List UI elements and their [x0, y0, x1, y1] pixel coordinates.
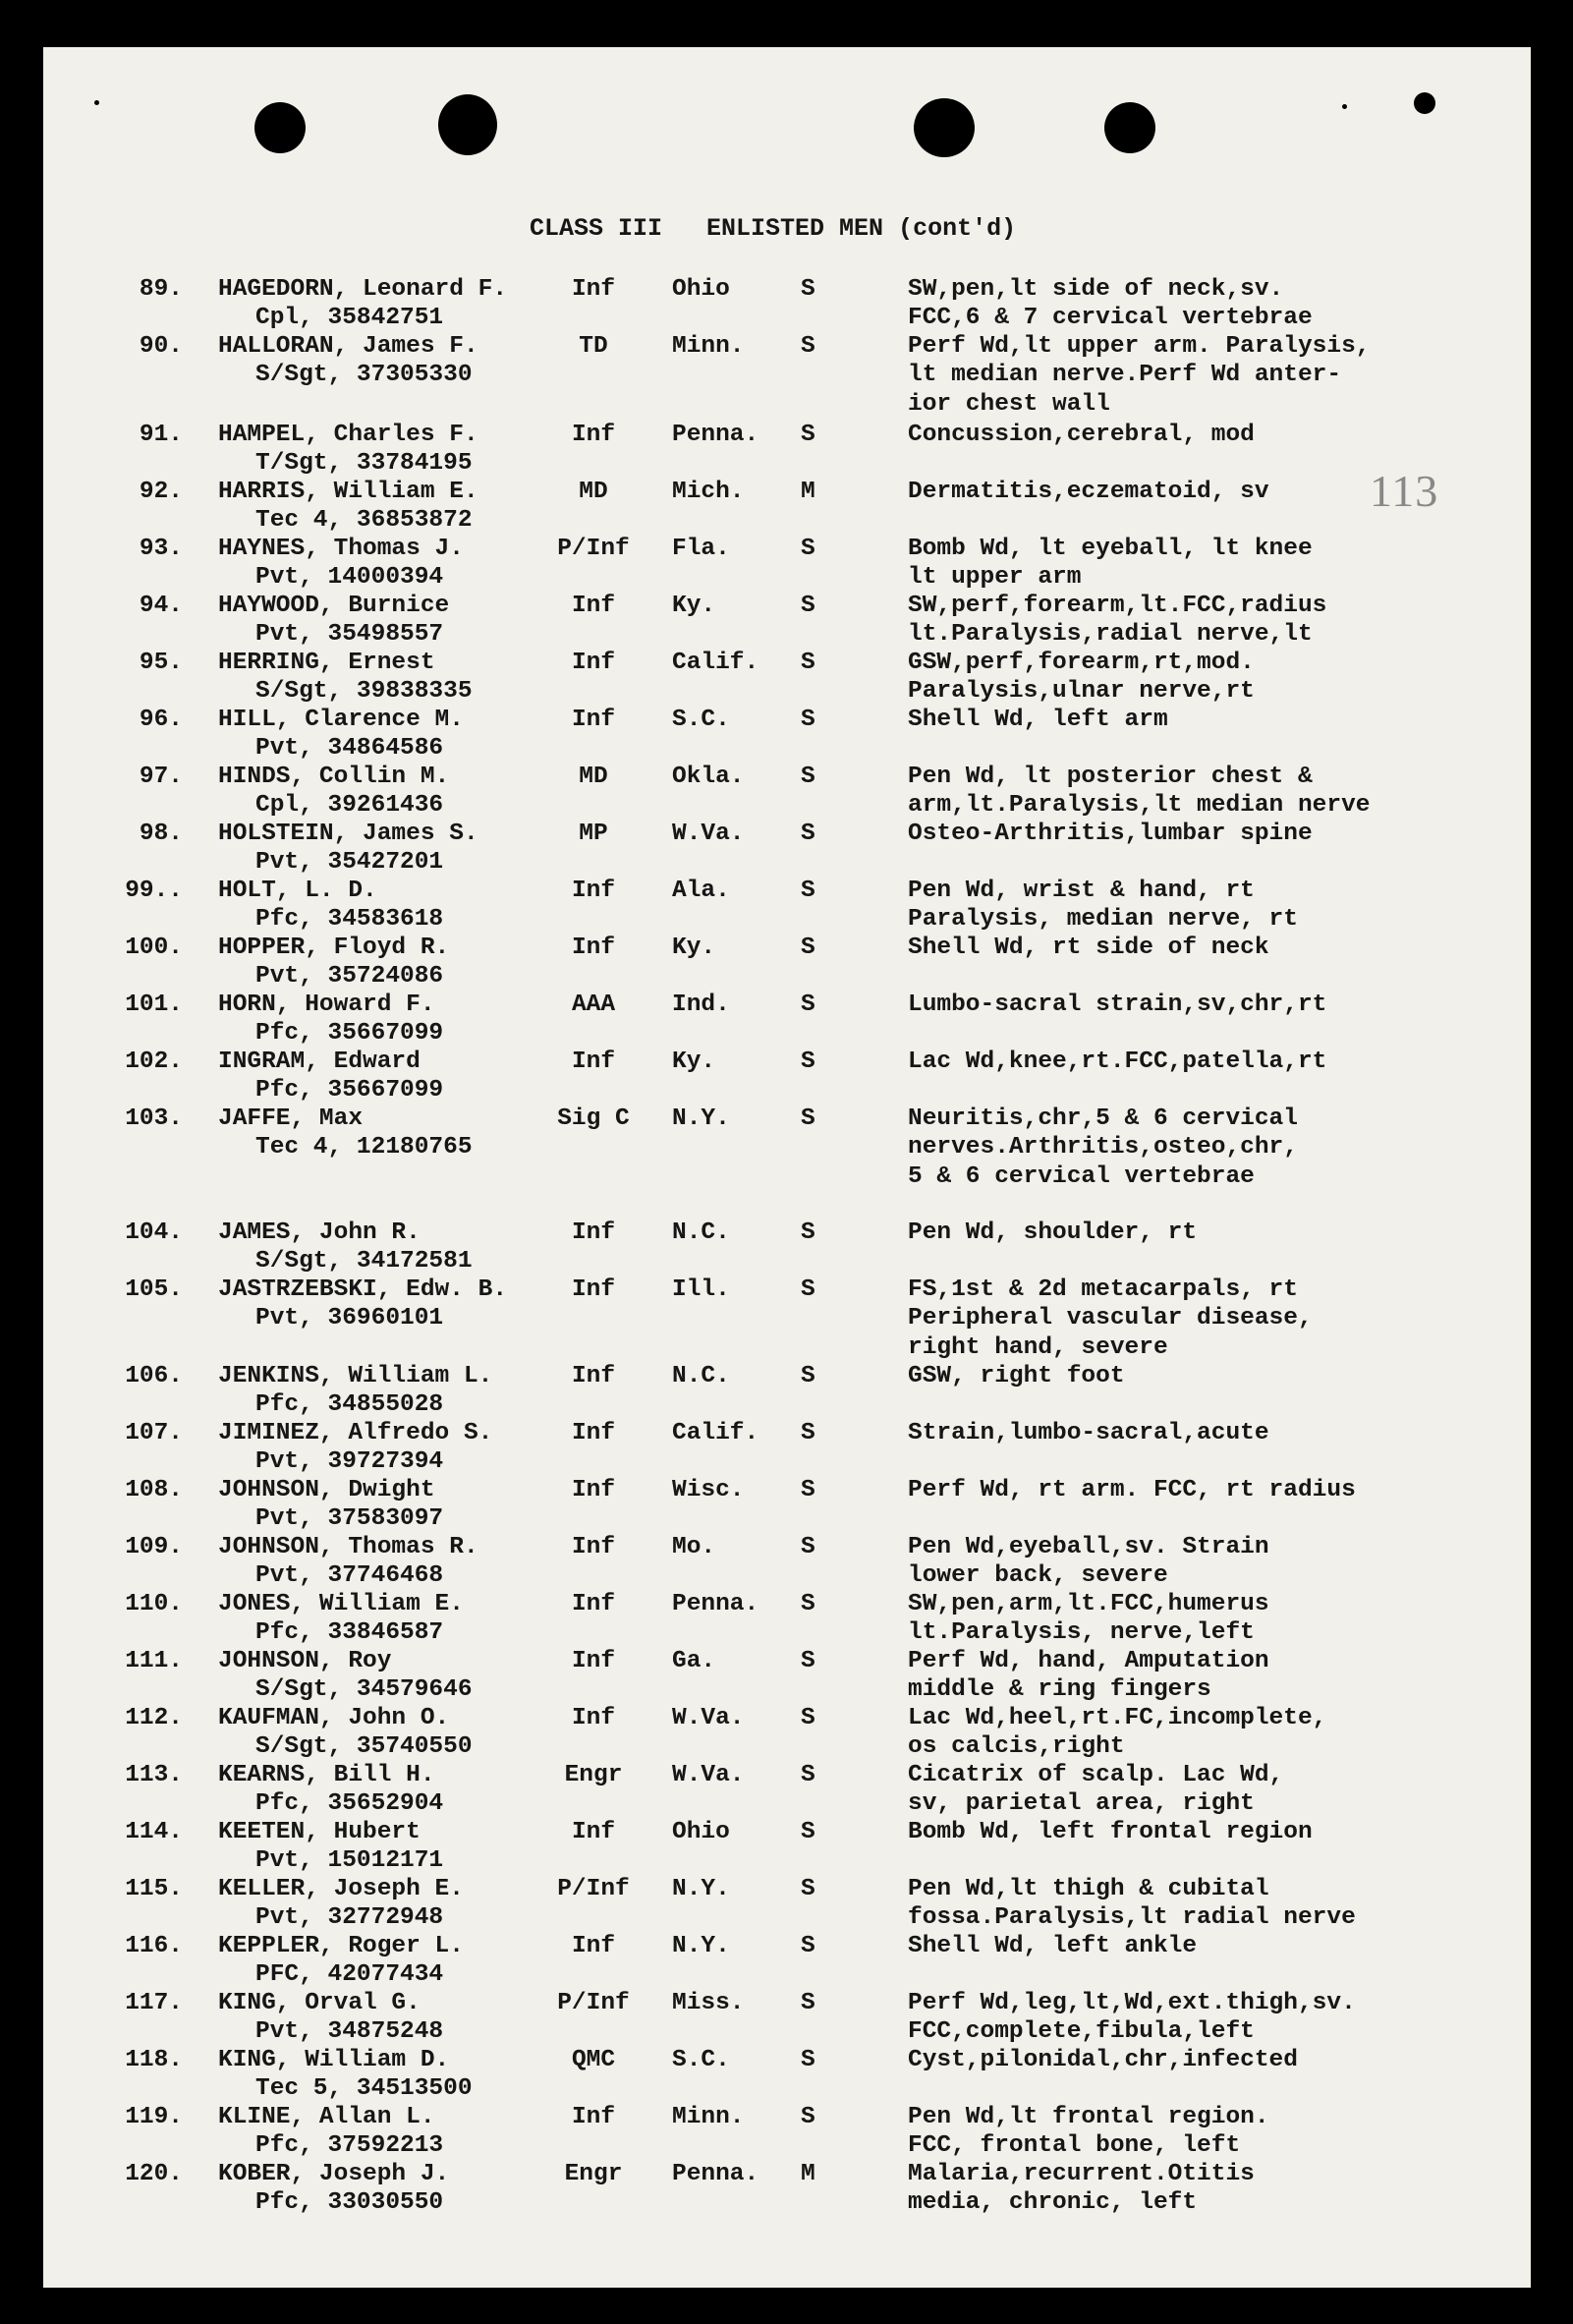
class-code: S [801, 878, 815, 904]
rank-serial: Pvt, 35427201 [255, 849, 444, 877]
soldier-name: INGRAM, Edward [218, 1049, 421, 1075]
home-state: S.C. [672, 707, 730, 733]
soldier-name: KAUFMAN, John O. [218, 1705, 450, 1731]
diagnosis [908, 706, 1517, 734]
soldier-name: JOHNSON, Roy [218, 1648, 392, 1674]
unit-branch: QMC [571, 2047, 616, 2073]
unit-branch: Sig C [557, 1105, 630, 1132]
page-number: 113 [1370, 466, 1439, 516]
soldier-name: JOHNSON, Thomas R. [218, 1534, 478, 1560]
class-code: S [801, 536, 815, 562]
diagnosis-line: Pen Wd,lt thigh & cubital [908, 1876, 1269, 1902]
home-state: Ky. [672, 1049, 716, 1075]
rank-serial: Pfc, 34583618 [255, 906, 444, 934]
diagnosis-line: Shell Wd, left arm [908, 707, 1168, 733]
entry-number: 99.. [125, 878, 183, 904]
unit-branch: Inf [571, 935, 616, 961]
entry-number: 110. [125, 1591, 183, 1617]
entry-number: 101. [125, 992, 183, 1018]
entry-number: 116. [125, 1933, 183, 1959]
class-code: S [801, 1933, 815, 1959]
class-code: S [801, 333, 815, 360]
soldier-name: HARRIS, William E. [218, 479, 478, 505]
diagnosis-line: Peripheral vascular disease, [908, 1305, 1313, 1332]
soldier-name: HOLSTEIN, James S. [218, 821, 478, 847]
soldier-name: HILL, Clarence M. [218, 707, 464, 733]
soldier-name: KOBER, Joseph J. [218, 2161, 450, 2187]
diagnosis-line: lower back, severe [908, 1562, 1168, 1590]
speck [94, 100, 99, 105]
home-state: Ky. [672, 935, 716, 961]
entry-number: 103. [125, 1105, 183, 1132]
diagnosis-line: Lac Wd,knee,rt.FCC,patella,rt [908, 1049, 1327, 1075]
diagnosis-line: Osteo-Arthritis,lumbar spine [908, 821, 1313, 847]
entry-number: 95. [139, 650, 183, 676]
diagnosis-line: Strain,lumbo-sacral,acute [908, 1420, 1269, 1446]
diagnosis [908, 1533, 1517, 1591]
rank-serial: Pfc, 35667099 [255, 1020, 444, 1048]
soldier-name: HOPPER, Floyd R. [218, 935, 450, 961]
class-code: S [801, 2104, 815, 2130]
entry-number: 93. [139, 536, 183, 562]
diagnosis-line: Pen Wd,lt frontal region. [908, 2104, 1269, 2130]
rank-serial: Pfc, 37592213 [255, 2132, 444, 2160]
diagnosis [908, 1818, 1517, 1846]
diagnosis-line: Perf Wd, hand, Amputation [908, 1648, 1269, 1674]
speck [1342, 104, 1347, 109]
rank-serial: S/Sgt, 34172581 [255, 1248, 473, 1275]
diagnosis [908, 478, 1517, 506]
unit-branch: Inf [571, 422, 616, 448]
class-code: S [801, 935, 815, 961]
punch-hole [914, 98, 975, 157]
diagnosis-line: lt upper arm [908, 564, 1082, 592]
rank-serial: Pfc, 34855028 [255, 1391, 444, 1419]
diagnosis-line: right hand, severe [908, 1333, 1168, 1361]
diagnosis [908, 877, 1517, 935]
diagnosis-line: Pen Wd,eyeball,sv. Strain [908, 1534, 1269, 1560]
home-state: Calif. [672, 1420, 759, 1446]
diagnosis-line: Shell Wd, left ankle [908, 1933, 1198, 1959]
unit-branch: MD [579, 479, 608, 505]
unit-branch: MP [579, 821, 608, 847]
diagnosis-line: lt.Paralysis,radial nerve,lt [908, 621, 1313, 649]
home-state: Fla. [672, 536, 730, 562]
rank-serial: Pfc, 33030550 [255, 2189, 444, 2217]
punch-hole [254, 102, 306, 153]
soldier-name: KELLER, Joseph E. [218, 1876, 464, 1902]
rank-serial: Pfc, 33846587 [255, 1619, 444, 1647]
entry-number: 117. [125, 1990, 183, 2016]
entry-number: 112. [125, 1705, 183, 1731]
entry-number: 104. [125, 1219, 183, 1246]
class-code: S [801, 1990, 815, 2016]
soldier-name: JAMES, John R. [218, 1219, 421, 1246]
rank-serial: S/Sgt, 39838335 [255, 678, 473, 706]
unit-branch: Inf [571, 1219, 616, 1246]
soldier-name: JAFFE, Max [218, 1105, 364, 1132]
diagnosis [908, 2046, 1517, 2074]
diagnosis [908, 275, 1517, 333]
diagnosis [908, 1932, 1517, 1960]
class-code: S [801, 1420, 815, 1446]
diagnosis [908, 1219, 1517, 1247]
home-state: Mo. [672, 1534, 716, 1560]
rank-serial: Pvt, 15012171 [255, 1847, 444, 1875]
home-state: Ohio [672, 1819, 730, 1845]
rank-serial: Tec 5, 34513500 [255, 2075, 473, 2103]
class-code: S [801, 1049, 815, 1075]
rank-serial: S/Sgt, 35740550 [255, 1733, 473, 1761]
unit-branch: Inf [571, 1477, 616, 1503]
diagnosis-line: GSW,perf,forearm,rt,mod. [908, 650, 1255, 676]
diagnosis [908, 1419, 1517, 1447]
unit-branch: Inf [571, 1591, 616, 1617]
diagnosis [908, 1704, 1517, 1762]
soldier-name: KING, William D. [218, 2047, 450, 2073]
diagnosis-line: Perf Wd,lt upper arm. Paralysis, [908, 333, 1371, 360]
entry-number: 102. [125, 1049, 183, 1075]
soldier-name: KLINE, Allan L. [218, 2104, 435, 2130]
soldier-name: HINDS, Collin M. [218, 764, 450, 790]
class-code: S [801, 707, 815, 733]
unit-branch: Inf [571, 1648, 616, 1674]
class-code: M [801, 479, 815, 505]
home-state: Penna. [672, 2161, 759, 2187]
soldier-name: KEETEN, Hubert [218, 1819, 421, 1845]
entry-number: 97. [139, 764, 183, 790]
class-code: S [801, 764, 815, 790]
rank-serial: S/Sgt, 37305330 [255, 362, 473, 389]
entry-number: 92. [139, 479, 183, 505]
unit-branch: AAA [571, 992, 616, 1018]
diagnosis [908, 535, 1517, 593]
class-code: S [801, 1819, 815, 1845]
rank-serial: Pvt, 32772948 [255, 1904, 444, 1932]
diagnosis [908, 2160, 1517, 2218]
home-state: Ohio [672, 276, 730, 303]
rank-serial: Pvt, 37746468 [255, 1562, 444, 1590]
class-code: S [801, 1477, 815, 1503]
rank-serial: Pvt, 35498557 [255, 621, 444, 649]
punch-hole [438, 94, 497, 155]
home-state: W.Va. [672, 1762, 745, 1788]
diagnosis [908, 763, 1517, 821]
diagnosis [908, 592, 1517, 650]
diagnosis-line: Bomb Wd, left frontal region [908, 1819, 1313, 1845]
home-state: Calif. [672, 650, 759, 676]
diagnosis [908, 1362, 1517, 1390]
diagnosis [908, 1989, 1517, 2047]
soldier-name: HAMPEL, Charles F. [218, 422, 478, 448]
home-state: Ky. [672, 593, 716, 619]
rank-serial: PFC, 42077434 [255, 1961, 444, 1989]
home-state: S.C. [672, 2047, 730, 2073]
unit-branch: P/Inf [557, 536, 630, 562]
punch-hole [1414, 92, 1435, 114]
rank-serial: T/Sgt, 33784195 [255, 450, 473, 478]
entry-number: 115. [125, 1876, 183, 1902]
home-state: W.Va. [672, 821, 745, 847]
rank-serial: Cpl, 35842751 [255, 305, 444, 332]
diagnosis-line: Perf Wd, rt arm. FCC, rt radius [908, 1477, 1356, 1503]
unit-branch: Inf [571, 1363, 616, 1389]
rank-serial: Pvt, 34875248 [255, 2018, 444, 2046]
diagnosis-line: Cyst,pilonidal,chr,infected [908, 2047, 1298, 2073]
unit-branch: Inf [571, 650, 616, 676]
entry-number: 119. [125, 2104, 183, 2130]
rank-serial: Tec 4, 12180765 [255, 1134, 473, 1162]
rank-serial: S/Sgt, 34579646 [255, 1676, 473, 1704]
class-code: S [801, 650, 815, 676]
diagnosis-line: GSW, right foot [908, 1363, 1125, 1389]
unit-branch: P/Inf [557, 1990, 630, 2016]
diagnosis-line: nerves.Arthritis,osteo,chr, [908, 1134, 1298, 1162]
rank-serial: Pfc, 35667099 [255, 1077, 444, 1105]
diagnosis [908, 934, 1517, 962]
soldier-name: HORN, Howard F. [218, 992, 435, 1018]
unit-branch: Inf [571, 1049, 616, 1075]
class-code: S [801, 1648, 815, 1674]
diagnosis-line: Concussion,cerebral, mod [908, 422, 1255, 448]
home-state: Minn. [672, 333, 745, 360]
home-state: Penna. [672, 422, 759, 448]
diagnosis [908, 1875, 1517, 1933]
entry-number: 94. [139, 593, 183, 619]
soldier-name: HERRING, Ernest [218, 650, 435, 676]
class-code: S [801, 422, 815, 448]
class-code: S [801, 1705, 815, 1731]
soldier-name: HALLORAN, James F. [218, 333, 478, 360]
diagnosis-line: os calcis,right [908, 1733, 1125, 1761]
diagnosis [908, 649, 1517, 707]
entry-number: 100. [125, 935, 183, 961]
diagnosis [908, 1048, 1517, 1076]
diagnosis-line: Lac Wd,heel,rt.FC,incomplete, [908, 1705, 1327, 1731]
diagnosis-line: Lumbo-sacral strain,sv,chr,rt [908, 992, 1327, 1018]
soldier-name: HAYNES, Thomas J. [218, 536, 464, 562]
entry-number: 111. [125, 1648, 183, 1674]
diagnosis-line: Shell Wd, rt side of neck [908, 935, 1269, 961]
entry-number: 107. [125, 1420, 183, 1446]
soldier-name: JIMINEZ, Alfredo S. [218, 1420, 493, 1446]
diagnosis-line: FS,1st & 2d metacarpals, rt [908, 1276, 1298, 1303]
unit-branch: Inf [571, 1819, 616, 1845]
diagnosis-line: media, chronic, left [908, 2189, 1198, 2217]
diagnosis [908, 1105, 1517, 1191]
page-heading: CLASS III ENLISTED MEN (cont'd) [530, 214, 1017, 243]
unit-branch: Inf [571, 2104, 616, 2130]
class-code: M [801, 2161, 815, 2187]
diagnosis-line: Pen Wd, shoulder, rt [908, 1219, 1198, 1246]
diagnosis [908, 2103, 1517, 2161]
diagnosis-line: sv, parietal area, right [908, 1790, 1255, 1818]
entry-number: 98. [139, 821, 183, 847]
soldier-name: JASTRZEBSKI, Edw. B. [218, 1276, 508, 1303]
unit-branch: TD [579, 333, 608, 360]
unit-branch: Inf [571, 1420, 616, 1446]
class-code: S [801, 1876, 815, 1902]
unit-branch: MD [579, 764, 608, 790]
class-code: S [801, 276, 815, 303]
class-code: S [801, 593, 815, 619]
rank-serial: Pvt, 37583097 [255, 1505, 444, 1533]
entry-number: 89. [139, 276, 183, 303]
document-page [43, 47, 1531, 2288]
diagnosis-line: lt.Paralysis, nerve,left [908, 1619, 1255, 1647]
diagnosis [908, 1647, 1517, 1705]
diagnosis-line: Neuritis,chr,5 & 6 cervical [908, 1105, 1298, 1132]
soldier-name: KEPPLER, Roger L. [218, 1933, 464, 1959]
diagnosis [908, 1275, 1517, 1362]
diagnosis-line: ior chest wall [908, 390, 1110, 418]
entry-number: 113. [125, 1762, 183, 1788]
rank-serial: Pfc, 35652904 [255, 1790, 444, 1818]
rank-serial: Pvt, 35724086 [255, 963, 444, 991]
class-code: S [801, 1534, 815, 1560]
entry-number: 118. [125, 2047, 183, 2073]
soldier-name: JENKINS, William L. [218, 1363, 493, 1389]
soldier-name: JONES, William E. [218, 1591, 464, 1617]
home-state: N.Y. [672, 1105, 730, 1132]
diagnosis [908, 991, 1517, 1019]
diagnosis-line: arm,lt.Paralysis,lt median nerve [908, 792, 1371, 820]
diagnosis-line: middle & ring fingers [908, 1676, 1211, 1704]
unit-branch: Inf [571, 1534, 616, 1560]
entry-number: 105. [125, 1276, 183, 1303]
class-code: S [801, 821, 815, 847]
diagnosis-line: FCC,6 & 7 cervical vertebrae [908, 305, 1313, 332]
diagnosis-line: Malaria,recurrent.Otitis [908, 2161, 1255, 2187]
diagnosis-line: Cicatrix of scalp. Lac Wd, [908, 1762, 1284, 1788]
unit-branch: Inf [571, 878, 616, 904]
home-state: Okla. [672, 764, 745, 790]
soldier-name: KING, Orval G. [218, 1990, 421, 2016]
home-state: N.C. [672, 1363, 730, 1389]
unit-branch: P/Inf [557, 1876, 630, 1902]
diagnosis-line: Bomb Wd, lt eyeball, lt knee [908, 536, 1313, 562]
diagnosis-line: Perf Wd,leg,lt,Wd,ext.thigh,sv. [908, 1990, 1356, 2016]
soldier-name: JOHNSON, Dwight [218, 1477, 435, 1503]
rank-serial: Cpl, 39261436 [255, 792, 444, 820]
diagnosis-line: fossa.Paralysis,lt radial nerve [908, 1904, 1356, 1932]
unit-branch: Inf [571, 593, 616, 619]
class-code: S [801, 1762, 815, 1788]
rank-serial: Pvt, 36960101 [255, 1305, 444, 1332]
class-code: S [801, 1591, 815, 1617]
home-state: N.C. [672, 1219, 730, 1246]
home-state: Mich. [672, 479, 745, 505]
diagnosis-line: Paralysis, median nerve, rt [908, 906, 1298, 934]
home-state: Penna. [672, 1591, 759, 1617]
rank-serial: Tec 4, 36853872 [255, 507, 473, 535]
soldier-name: HAYWOOD, Burnice [218, 593, 450, 619]
unit-branch: Inf [571, 1933, 616, 1959]
entry-number: 108. [125, 1477, 183, 1503]
home-state: N.Y. [672, 1876, 730, 1902]
entry-number: 106. [125, 1363, 183, 1389]
soldier-name: KEARNS, Bill H. [218, 1762, 435, 1788]
unit-branch: Inf [571, 276, 616, 303]
class-code: S [801, 2047, 815, 2073]
entry-number: 109. [125, 1534, 183, 1560]
diagnosis [908, 1761, 1517, 1819]
entry-number: 91. [139, 422, 183, 448]
home-state: Miss. [672, 1990, 745, 2016]
class-code: S [801, 992, 815, 1018]
diagnosis-line: Pen Wd, lt posterior chest & [908, 764, 1313, 790]
home-state: Wisc. [672, 1477, 745, 1503]
unit-branch: Inf [571, 1276, 616, 1303]
diagnosis-line: SW,pen,lt side of neck,sv. [908, 276, 1284, 303]
diagnosis [908, 332, 1517, 419]
diagnosis-line: SW,pen,arm,lt.FCC,humerus [908, 1591, 1269, 1617]
home-state: Ind. [672, 992, 730, 1018]
class-code: S [801, 1363, 815, 1389]
entry-number: 120. [125, 2161, 183, 2187]
home-state: Minn. [672, 2104, 745, 2130]
diagnosis [908, 820, 1517, 848]
punch-hole [1104, 102, 1155, 153]
class-code: S [801, 1276, 815, 1303]
unit-branch: Inf [571, 707, 616, 733]
diagnosis-line: Paralysis,ulnar nerve,rt [908, 678, 1255, 706]
soldier-name: HAGEDORN, Leonard F. [218, 276, 508, 303]
diagnosis-line: Pen Wd, wrist & hand, rt [908, 878, 1255, 904]
entry-number: 96. [139, 707, 183, 733]
diagnosis-line: FCC,complete,fibula,left [908, 2018, 1255, 2046]
diagnosis [908, 421, 1517, 449]
rank-serial: Pvt, 34864586 [255, 735, 444, 763]
home-state: Ala. [672, 878, 730, 904]
rank-serial: Pvt, 39727394 [255, 1448, 444, 1476]
class-code: S [801, 1105, 815, 1132]
home-state: Ill. [672, 1276, 730, 1303]
diagnosis [908, 1590, 1517, 1648]
diagnosis-line: Dermatitis,eczematoid, sv [908, 479, 1269, 505]
diagnosis-line: lt median nerve.Perf Wd anter- [908, 362, 1342, 389]
diagnosis-line: SW,perf,forearm,lt.FCC,radius [908, 593, 1327, 619]
diagnosis-line: FCC, frontal bone, left [908, 2132, 1241, 2160]
home-state: W.Va. [672, 1705, 745, 1731]
unit-branch: Inf [571, 1705, 616, 1731]
unit-branch: Engr [564, 2161, 623, 2187]
diagnosis-line: 5 & 6 cervical vertebrae [908, 1162, 1255, 1190]
rank-serial: Pvt, 14000394 [255, 564, 444, 592]
diagnosis [908, 1476, 1517, 1504]
entry-number: 90. [139, 333, 183, 360]
class-code: S [801, 1219, 815, 1246]
entry-number: 114. [125, 1819, 183, 1845]
soldier-name: HOLT, L. D. [218, 878, 377, 904]
home-state: Ga. [672, 1648, 716, 1674]
unit-branch: Engr [564, 1762, 623, 1788]
home-state: N.Y. [672, 1933, 730, 1959]
